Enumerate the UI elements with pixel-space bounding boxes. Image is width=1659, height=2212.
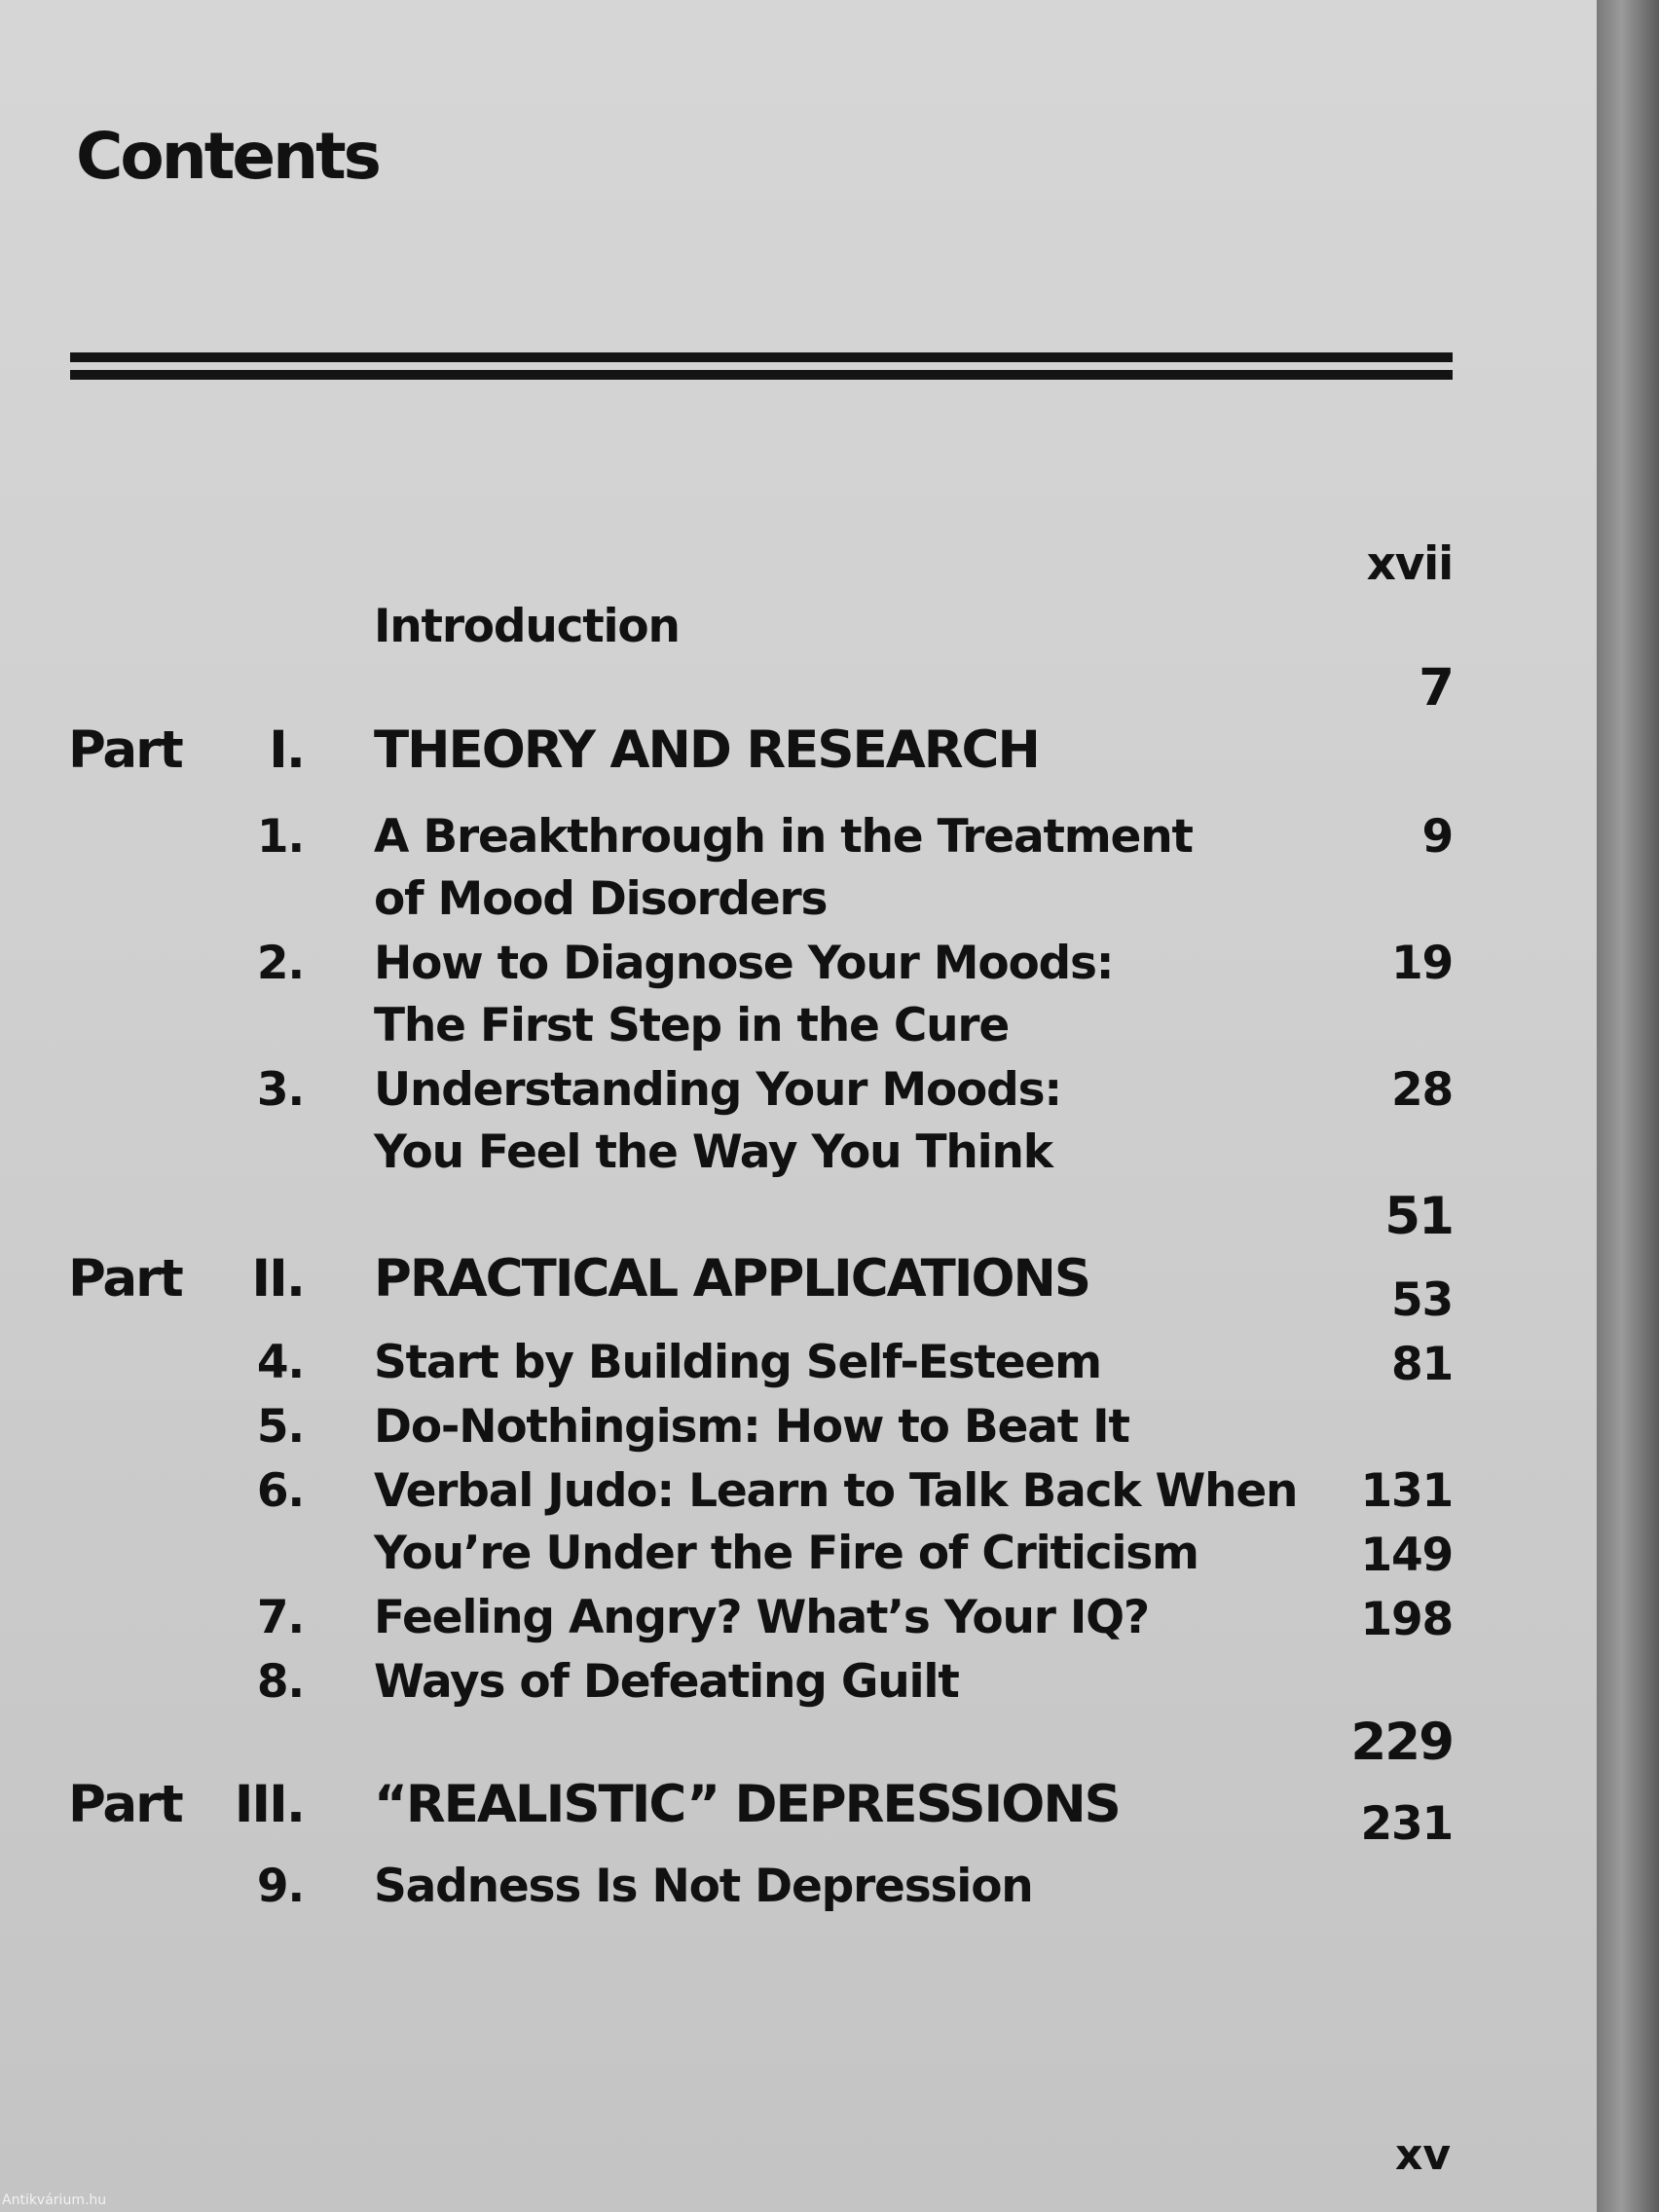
- part-page: 229: [1350, 1713, 1453, 1772]
- part-label: Part: [68, 1775, 182, 1834]
- chapter-title: How to Diagnose Your Moods: The First Step in the Cure: [374, 937, 1114, 1052]
- chapter-page: 198: [1360, 1593, 1453, 1646]
- part-label: Part: [68, 720, 182, 780]
- chapter-page: 81: [1390, 1338, 1453, 1391]
- chapter-title: Understanding Your Moods: You Feel the Way You Think: [374, 1063, 1061, 1179]
- part-title: PRACTICAL APPLICATIONS: [374, 1249, 1090, 1309]
- chapter-title: Sadness Is Not Depression: [374, 1860, 1033, 1913]
- part-label: Part: [68, 1249, 182, 1309]
- chapter-page: 131: [1360, 1464, 1453, 1518]
- chapter-title: Verbal Judo: Learn to Talk Back When You’re Under the Fire of Criticism: [374, 1464, 1298, 1580]
- chapter-page: 19: [1390, 937, 1453, 990]
- page-folio: xv: [1394, 2130, 1451, 2180]
- chapter-title: Feeling Angry? What’s Your IQ?: [374, 1591, 1149, 1644]
- chapter-title: Do-Nothingism: How to Beat It: [374, 1400, 1129, 1454]
- part-title: THEORY AND RESEARCH: [374, 720, 1039, 780]
- introduction-title: Introduction: [374, 600, 680, 653]
- chapter-title: Start by Building Self-Esteem: [374, 1336, 1101, 1389]
- chapter-page: 53: [1390, 1273, 1453, 1327]
- part-numeral: III.: [234, 1775, 304, 1834]
- chapter-number: 9.: [256, 1860, 304, 1913]
- watermark-text: Antikvárium.hu: [2, 2193, 107, 2208]
- chapter-page: 28: [1390, 1063, 1453, 1117]
- chapter-number: 1.: [256, 810, 304, 864]
- chapter-number: 2.: [256, 937, 304, 990]
- introduction-page: xvii: [1366, 537, 1453, 591]
- book-spine-shadow: [1597, 0, 1659, 2212]
- chapter-page: 231: [1360, 1797, 1453, 1851]
- contents-heading: Contents: [76, 119, 379, 194]
- chapter-title: Ways of Defeating Guilt: [374, 1655, 959, 1709]
- chapter-title: A Breakthrough in the Treatment of Mood Disorders: [374, 810, 1193, 926]
- chapter-page: 9: [1421, 810, 1453, 864]
- part-title: “REALISTIC” DEPRESSIONS: [374, 1775, 1120, 1834]
- chapter-number: 7.: [256, 1591, 304, 1644]
- chapter-number: 8.: [256, 1655, 304, 1709]
- chapter-number: 3.: [256, 1063, 304, 1117]
- chapter-number: 5.: [256, 1400, 304, 1454]
- part-page: 51: [1384, 1187, 1453, 1246]
- chapter-page: 149: [1360, 1529, 1453, 1582]
- part-page: 7: [1419, 658, 1453, 718]
- part-numeral: II.: [251, 1249, 304, 1309]
- chapter-number: 4.: [256, 1336, 304, 1389]
- part-numeral: I.: [269, 720, 304, 780]
- chapter-number: 6.: [256, 1464, 304, 1518]
